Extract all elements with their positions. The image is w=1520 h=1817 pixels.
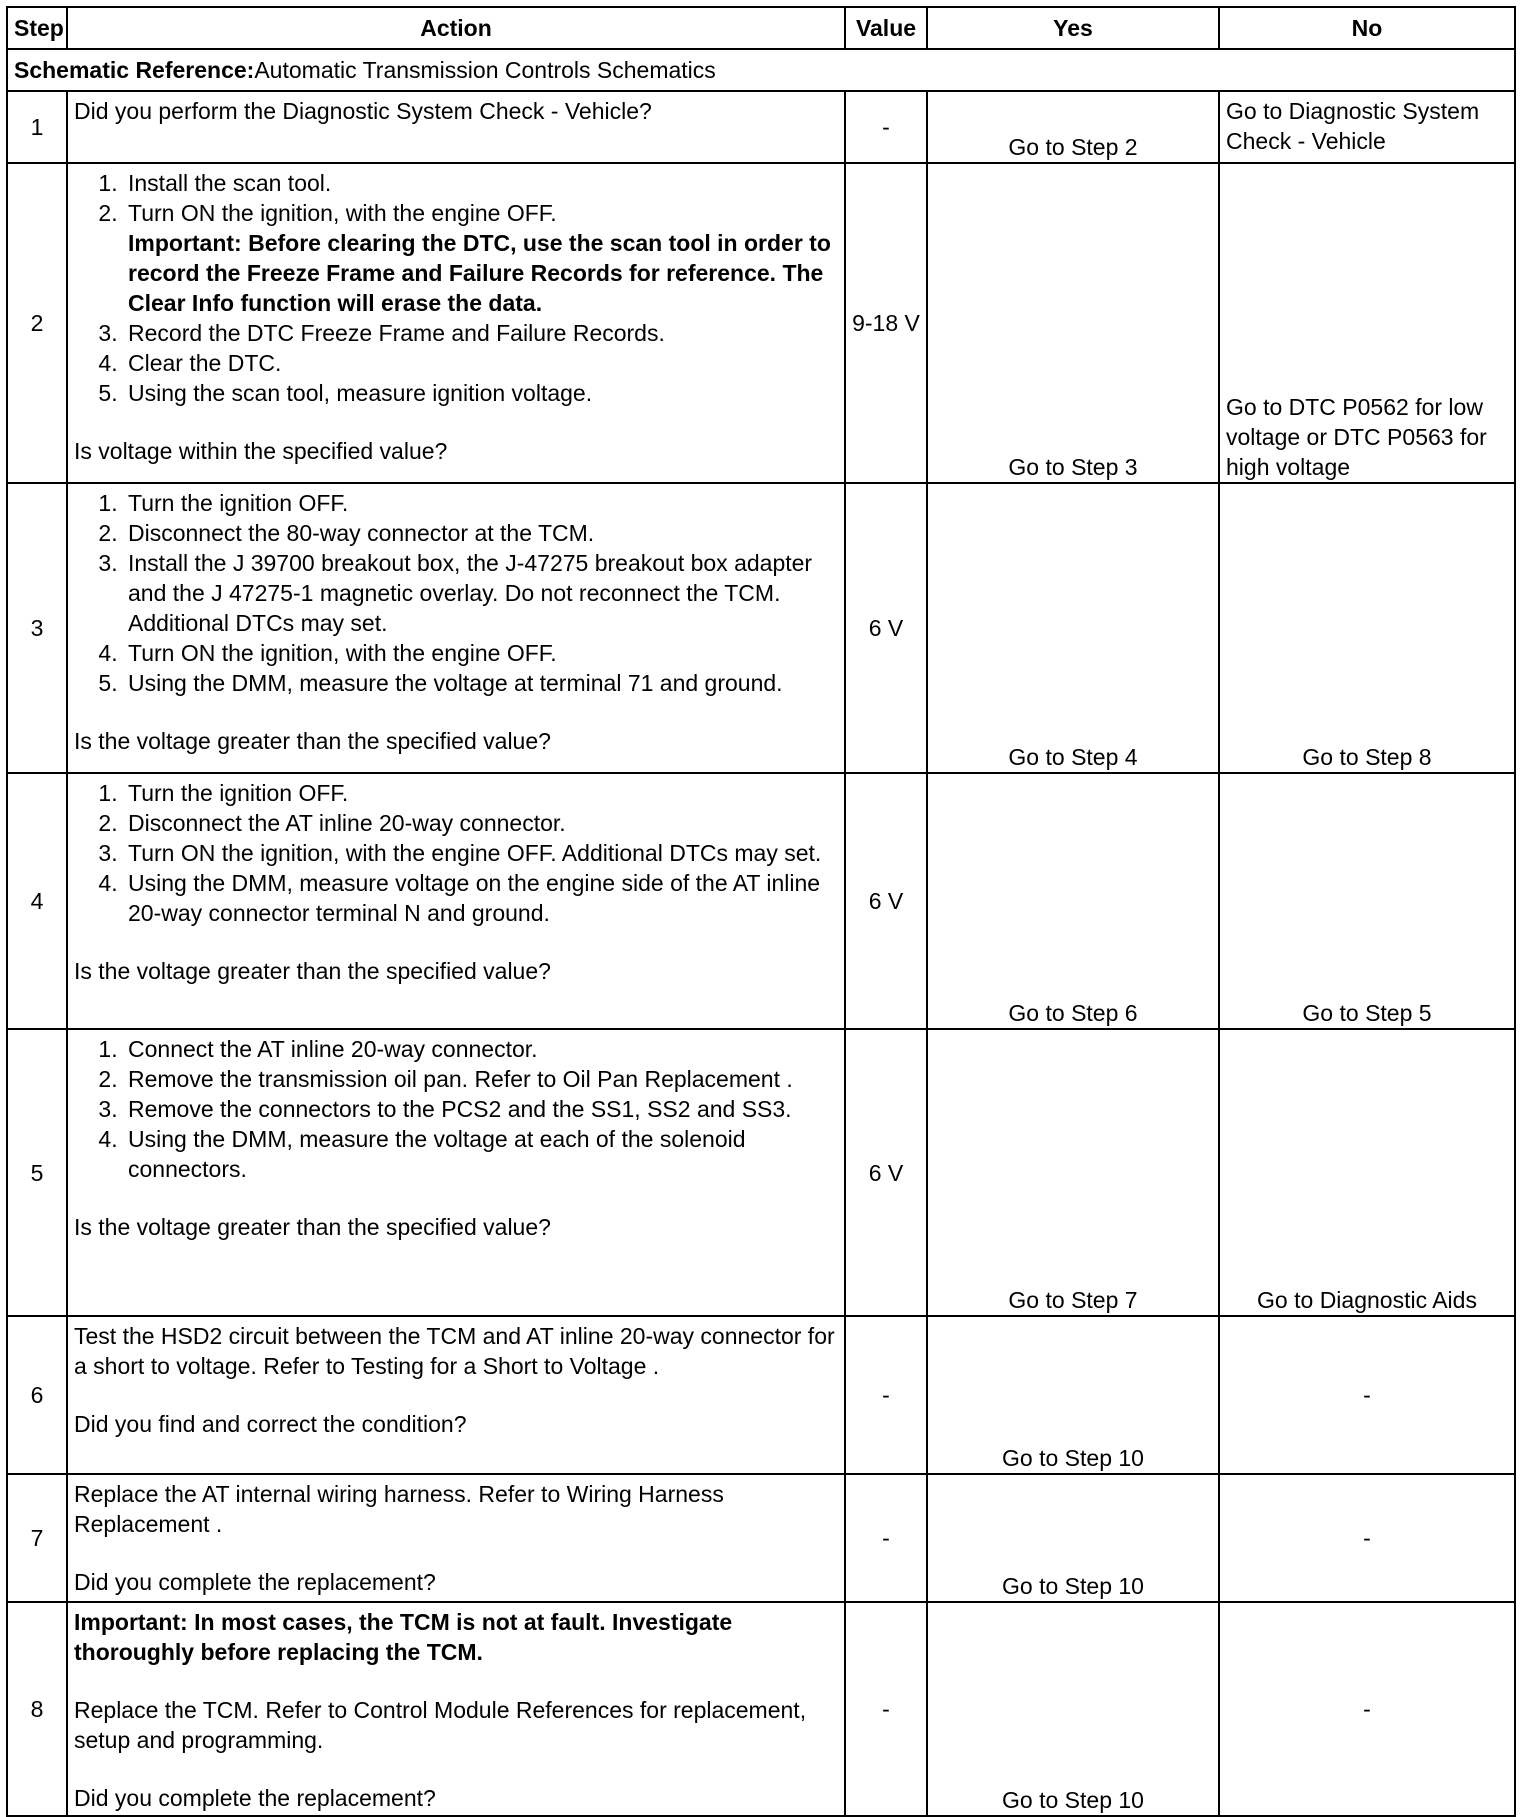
no-cell[interactable]: Go to Step 8 xyxy=(1219,483,1515,773)
table-row xyxy=(7,1029,1515,1316)
list-item: 4. Turn ON the ignition, with the engine OFF. xyxy=(124,638,838,668)
important-note xyxy=(74,1607,838,1667)
list-item: 3. Record the DTC Freeze Frame and Failure Records. xyxy=(124,318,838,348)
question-text: Is the voltage greater than the specified value? xyxy=(74,958,551,984)
table-row xyxy=(7,163,1515,483)
action-text: Did you perform the Diagnostic System Check - Vehicle? xyxy=(74,98,652,124)
important-label: Important: xyxy=(128,230,242,256)
step-number: 8 xyxy=(7,1602,67,1816)
action-text: Replace the TCM. Refer to Control Module References for replacement, setup and programming. xyxy=(74,1697,807,1753)
schematic-row xyxy=(7,49,1515,91)
important-label: Important: xyxy=(74,1609,188,1635)
action-cell xyxy=(67,91,845,163)
no-cell: - xyxy=(1219,1316,1515,1474)
step-number: 3 xyxy=(7,483,67,773)
important-text: In most cases, the TCM is not at fault. Investigate thoroughly before replacing the TCM. xyxy=(74,1609,733,1665)
value-cell: - xyxy=(845,1602,927,1816)
value-cell: 6 V xyxy=(845,1029,927,1316)
question-text: Did you find and correct the condition? xyxy=(74,1411,467,1437)
table-row xyxy=(7,91,1515,163)
yes-cell[interactable]: Go to Step 10 xyxy=(927,1474,1219,1602)
table-row xyxy=(7,483,1515,773)
no-cell: - xyxy=(1219,1602,1515,1816)
no-cell[interactable]: Go to Step 5 xyxy=(1219,773,1515,1029)
list-item: 1. Turn the ignition OFF. xyxy=(124,488,838,518)
list-item-text: Turn ON the ignition, with the engine OFF. xyxy=(128,200,557,226)
action-text: Test the HSD2 circuit between the TCM and AT inline 20-way connector for a short to voltage. Refer to Testing for a Short to Voltage . xyxy=(74,1323,835,1379)
value-cell: - xyxy=(845,91,927,163)
action-cell xyxy=(67,483,845,773)
action-cell xyxy=(67,1316,845,1474)
header-value: Value xyxy=(845,7,927,49)
list-item: 3. Remove the connectors to the PCS2 and the SS1, SS2 and SS3. xyxy=(124,1094,838,1124)
yes-cell[interactable]: Go to Step 3 xyxy=(927,163,1219,483)
question-text: Is the voltage greater than the specified value? xyxy=(74,728,551,754)
value-cell: 6 V xyxy=(845,773,927,1029)
table-row xyxy=(7,1474,1515,1602)
table-row xyxy=(7,773,1515,1029)
header-yes: Yes xyxy=(927,7,1219,49)
step-number: 7 xyxy=(7,1474,67,1602)
yes-cell[interactable]: Go to Step 7 xyxy=(927,1029,1219,1316)
important-text: Before clearing the DTC, use the scan tool in order to record the Freeze Frame and Failure Records for reference. The Clear Info function will erase the data. xyxy=(128,230,831,316)
question-text: Is the voltage greater than the specified value? xyxy=(74,1214,551,1240)
question-text: Did you complete the replacement? xyxy=(74,1569,436,1595)
yes-cell[interactable]: Go to Step 2 xyxy=(927,91,1219,163)
list-item: 2. Disconnect the 80-way connector at the TCM. xyxy=(124,518,838,548)
action-text: Replace the AT internal wiring harness. Refer to Wiring Harness Replacement . xyxy=(74,1481,724,1537)
schematic-link[interactable]: Automatic Transmission Controls Schematics xyxy=(254,57,716,83)
list-item xyxy=(124,198,838,318)
action-cell xyxy=(67,773,845,1029)
step-number: 6 xyxy=(7,1316,67,1474)
schematic-label: Schematic Reference: xyxy=(14,57,255,83)
value-cell: - xyxy=(845,1316,927,1474)
action-cell xyxy=(67,1029,845,1316)
list-item: 4. Using the DMM, measure the voltage at each of the solenoid connectors. xyxy=(124,1124,838,1184)
list-item: 1. Install the scan tool. xyxy=(124,168,838,198)
value-cell: 9-18 V xyxy=(845,163,927,483)
list-item: 1. Turn the ignition OFF. xyxy=(124,778,838,808)
list-item: 1. Connect the AT inline 20-way connector. xyxy=(124,1034,838,1064)
no-cell[interactable]: Go to Diagnostic Aids xyxy=(1219,1029,1515,1316)
list-item: 5. Using the scan tool, measure ignition voltage. xyxy=(124,378,838,408)
step-number: 5 xyxy=(7,1029,67,1316)
no-cell: - xyxy=(1219,1474,1515,1602)
value-cell: - xyxy=(845,1474,927,1602)
action-cell xyxy=(67,1474,845,1602)
question-text: Is voltage within the specified value? xyxy=(74,438,448,464)
header-row xyxy=(7,7,1515,49)
no-cell[interactable]: Go to DTC P0562 for low voltage or DTC P0563 for high voltage xyxy=(1219,163,1515,483)
list-item: 3. Install the J 39700 breakout box, the J-47275 breakout box adapter and the J 47275-1 magnetic overlay. Do not reconnect the TCM. Additional DTCs may set. xyxy=(124,548,838,638)
yes-cell[interactable]: Go to Step 6 xyxy=(927,773,1219,1029)
list-item: 4. Clear the DTC. xyxy=(124,348,838,378)
list-item: 4. Using the DMM, measure voltage on the engine side of the AT inline 20-way connector terminal N and ground. xyxy=(124,868,838,928)
list-item: 5. Using the DMM, measure the voltage at terminal 71 and ground. xyxy=(124,668,838,698)
yes-cell[interactable]: Go to Step 10 xyxy=(927,1602,1219,1816)
table-row xyxy=(7,1316,1515,1474)
no-cell[interactable]: Go to Diagnostic System Check - Vehicle xyxy=(1219,91,1515,163)
yes-cell[interactable]: Go to Step 10 xyxy=(927,1316,1219,1474)
header-action: Action xyxy=(67,7,845,49)
step-number: 1 xyxy=(7,91,67,163)
step-number: 2 xyxy=(7,163,67,483)
list-item: 3. Turn ON the ignition, with the engine OFF. Additional DTCs may set. xyxy=(124,838,838,868)
header-no: No xyxy=(1219,7,1515,49)
step-number: 4 xyxy=(7,773,67,1029)
question-text: Did you complete the replacement? xyxy=(74,1785,436,1811)
list-item: 2. Disconnect the AT inline 20-way connector. xyxy=(124,808,838,838)
list-item: 2. Remove the transmission oil pan. Refer to Oil Pan Replacement . xyxy=(124,1064,838,1094)
value-cell: 6 V xyxy=(845,483,927,773)
schematic-reference xyxy=(7,49,1515,91)
action-cell xyxy=(67,163,845,483)
yes-cell[interactable]: Go to Step 4 xyxy=(927,483,1219,773)
table-row xyxy=(7,1602,1515,1816)
header-step: Step xyxy=(7,7,67,49)
diagnostic-table xyxy=(6,6,1516,1817)
action-cell xyxy=(67,1602,845,1816)
